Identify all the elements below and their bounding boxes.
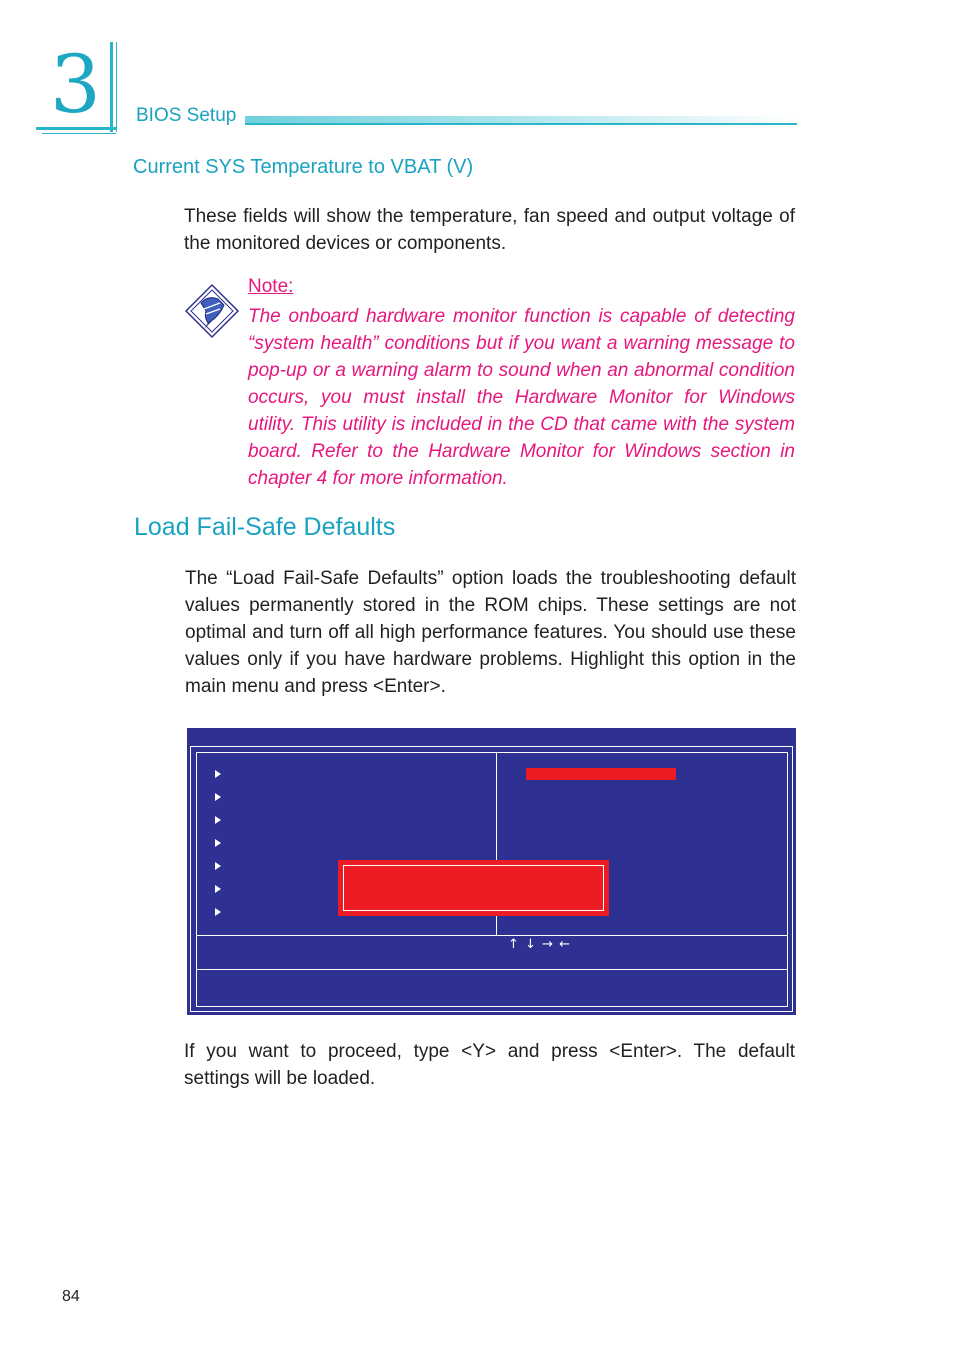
proceed-paragraph: If you want to proceed, type <Y> and press <Enter>. The default settings will be loaded.	[184, 1041, 795, 1089]
page-number: 84	[62, 1288, 80, 1305]
bios-menu-arrow-icon	[215, 908, 221, 916]
bios-menu-arrow-icon	[215, 839, 221, 847]
chapter-frame-line	[42, 133, 116, 134]
chapter-frame-line	[116, 42, 117, 132]
bios-menu-arrow-icon	[215, 885, 221, 893]
load-fail-safe-heading: Load Fail-Safe Defaults	[134, 513, 396, 541]
note-label: Note:	[248, 276, 294, 297]
bios-selected-item-highlight	[526, 768, 676, 780]
bios-row-divider	[196, 935, 788, 936]
chapter-frame-line	[110, 42, 113, 132]
bios-navigation-keys: ↑ ↓ → ←	[508, 937, 571, 952]
temperature-paragraph: These fields will show the temperature, fan speed and output voltage of the monitored devices or components.	[184, 206, 795, 254]
temperature-heading: Current SYS Temperature to VBAT (V)	[133, 156, 474, 178]
section-name: BIOS Setup	[136, 105, 237, 126]
note-pen-icon	[184, 283, 240, 339]
chapter-number: 3	[50, 38, 101, 131]
note-text: The onboard hardware monitor function is capable of detecting “system health” conditions but if you want a warning message to pop-up or a warning alarm to sound when an abnormal condition occurs, you must install the Hardware Monitor for Windows utility. This utility is included in the CD that came with the system board. Refer to the Hardware Monitor for Windows section in chapter 4 for more information.	[248, 306, 795, 489]
bios-confirm-dialog-frame	[343, 865, 604, 911]
header-bar-line	[245, 123, 797, 125]
bios-row-divider	[196, 969, 788, 970]
bios-menu-arrow-icon	[215, 816, 221, 824]
bios-menu-arrow-icon	[215, 862, 221, 870]
bios-menu-arrow-icon	[215, 793, 221, 801]
load-fail-safe-paragraph: The “Load Fail-Safe Defaults” option loads the troubleshooting default values permanently stored in the ROM chips. These settings are not optimal and turn off all high performance features. You should use these values only if you have hardware problems. Highlight this option in the main menu and press <Enter>.	[185, 568, 796, 697]
bios-menu-arrow-icon	[215, 770, 221, 778]
